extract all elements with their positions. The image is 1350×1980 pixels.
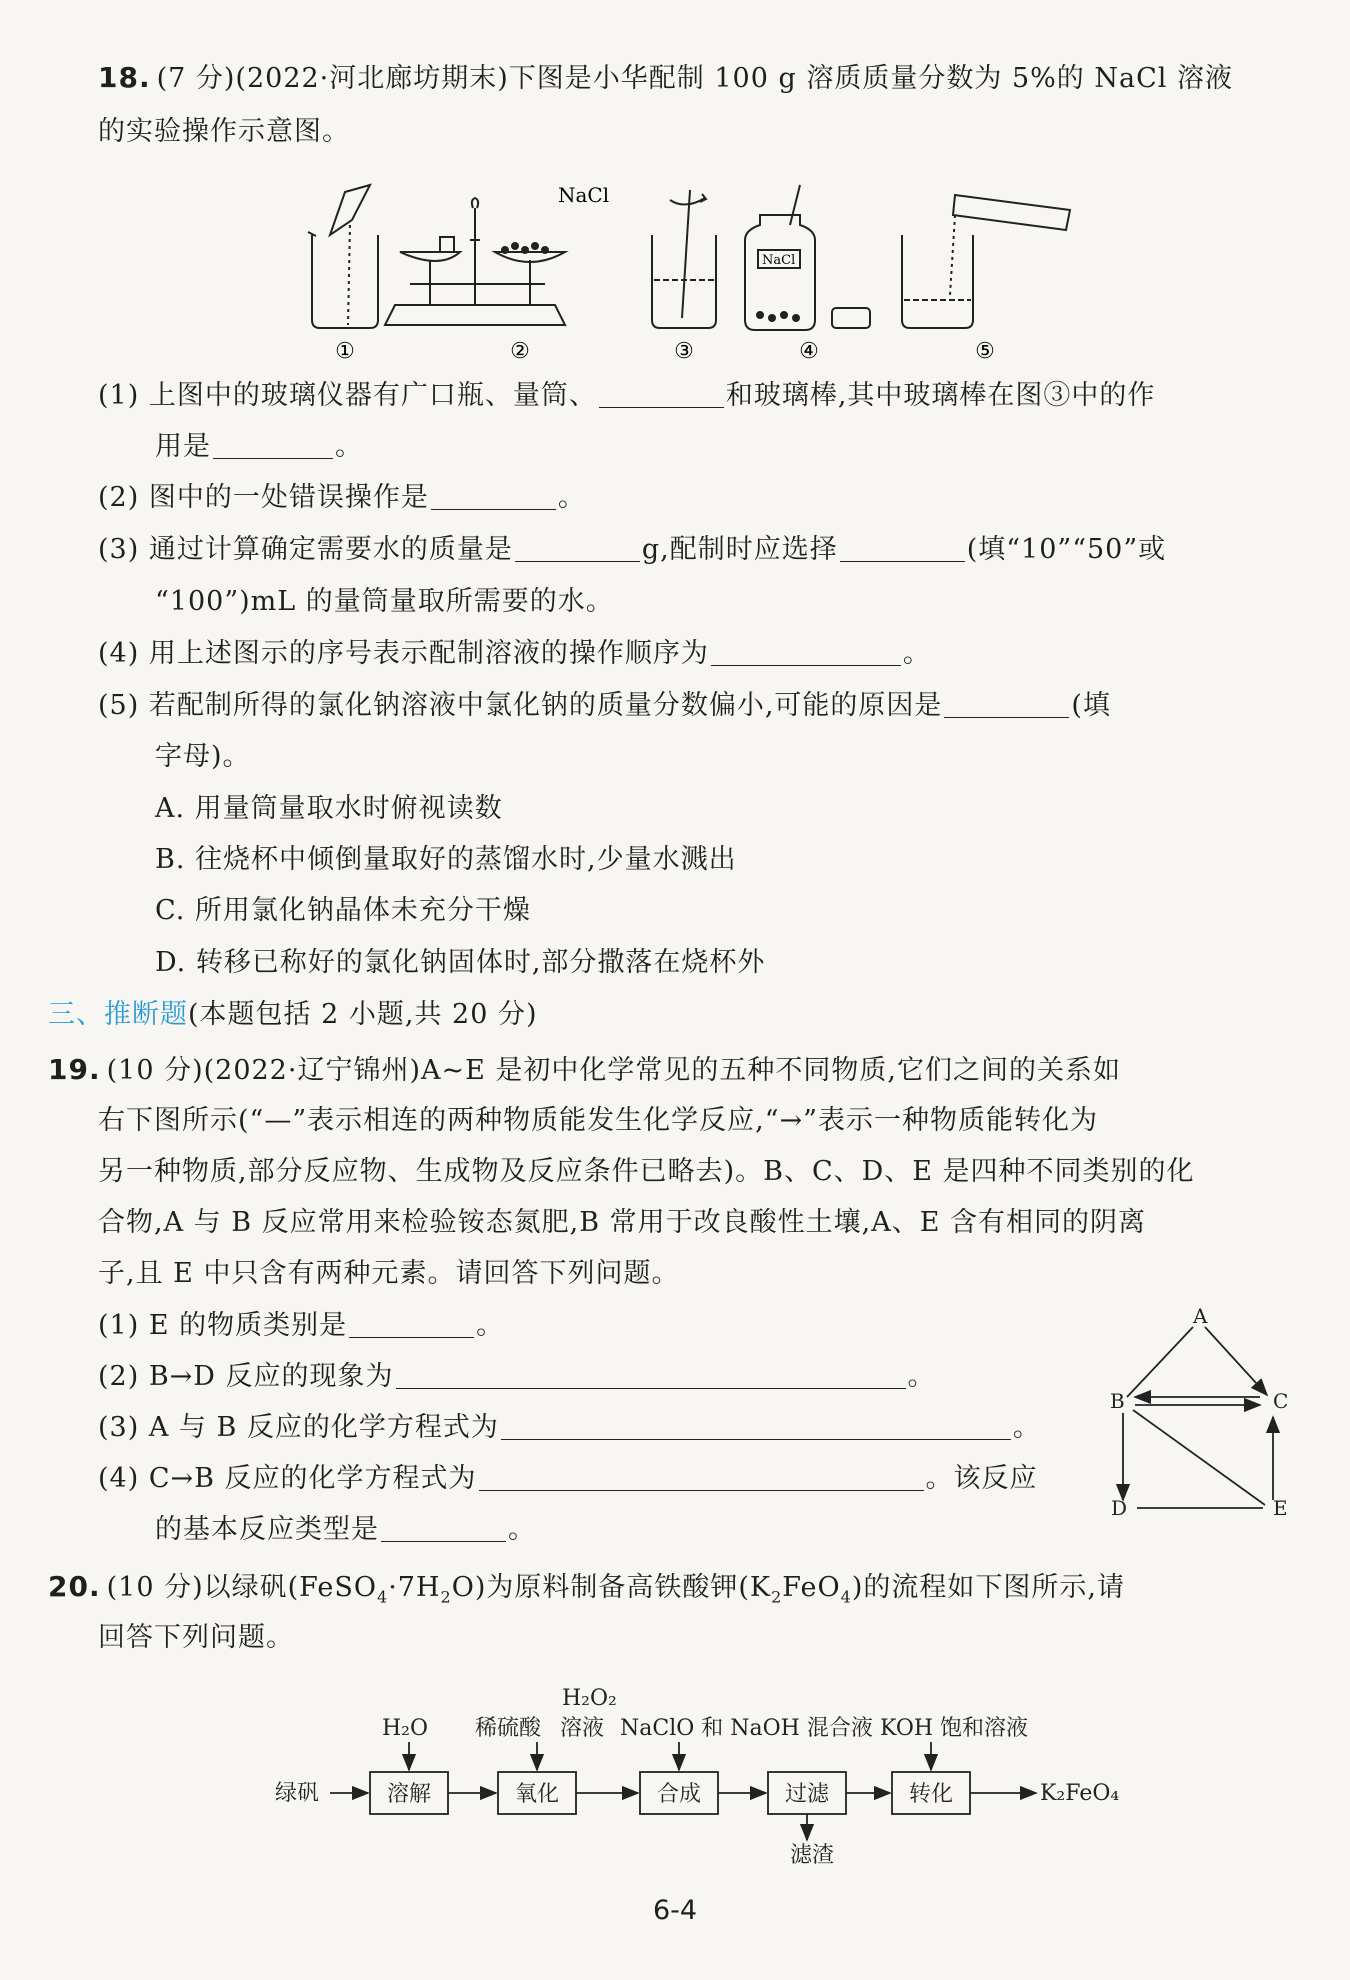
q18-option-a: A. 用量筒量取水时俯视读数 <box>155 793 503 824</box>
section-note: (本题包括 2 小题,共 20 分) <box>188 999 538 1030</box>
question-number: 20. <box>48 1570 101 1603</box>
flow-input: 绿矾 <box>275 1781 320 1806</box>
answer-blank[interactable] <box>944 687 1069 718</box>
node-a: A <box>1193 1305 1208 1328</box>
fig-label-1: ① <box>335 339 355 364</box>
node-b: B <box>1110 1389 1125 1413</box>
glass-rod <box>682 190 690 318</box>
q18-sub1-cont: 用是 。 <box>155 427 363 467</box>
step-filter: 过滤 <box>784 1782 830 1807</box>
step-synthesize: 合成 <box>656 1782 702 1807</box>
q19-sub4-cont: 的基本反应类型是 。 <box>155 1510 536 1550</box>
node-d: D <box>1111 1496 1128 1520</box>
answer-blank[interactable] <box>213 428 333 459</box>
flow-byproduct: 滤渣 <box>790 1843 835 1868</box>
reagent-h2o2: H₂O₂ <box>562 1686 617 1711</box>
jar-lid <box>832 308 870 328</box>
beaker-5 <box>902 235 973 328</box>
q19-sub3: (3) A 与 B 反应的化学方程式为 。 <box>98 1408 1041 1448</box>
q19-line1: 19. (10 分)(2022·辽宁锦州)A~E 是初中化学常见的五种不同物质,它们之间的关系如 <box>48 1053 1121 1086</box>
step-dissolve: 溶解 <box>386 1782 432 1807</box>
q18-option-c: C. 所用氯化钠晶体未充分干燥 <box>155 895 531 926</box>
reagent-koh: KOH 饱和溶液 <box>880 1716 1029 1741</box>
weight <box>440 237 454 252</box>
reagent-water: H₂O <box>382 1716 429 1741</box>
q19-sub1: (1) E 的物质类别是 。 <box>98 1306 504 1346</box>
q18-sub5: (5) 若配制所得的氯化钠溶液中氯化钠的质量分数偏小,可能的原因是 (填 <box>98 686 1111 726</box>
answer-blank[interactable] <box>515 531 640 562</box>
fig-label-5: ⑤ <box>975 339 995 364</box>
reagent-h2o2-solution: 溶液 <box>560 1716 605 1741</box>
q18-sub5-cont: 字母)。 <box>155 741 251 772</box>
q18-header: (7 分)(2022·河北廊坊期末)下图是小华配制 100 g 溶质质量分数为 5%的 NaCl 溶液 <box>156 63 1233 94</box>
node-c: C <box>1273 1389 1289 1413</box>
answer-blank[interactable] <box>711 635 901 666</box>
answer-blank[interactable] <box>349 1307 474 1338</box>
q18-sub1: (1) 上图中的玻璃仪器有广口瓶、量筒、 和玻璃棒,其中玻璃棒在图③中的作 <box>98 376 1155 416</box>
q20-line2: 回答下列问题。 <box>98 1622 294 1653</box>
edge-a-b <box>1127 1327 1193 1397</box>
step-convert: 转化 <box>908 1782 954 1807</box>
answer-blank[interactable] <box>501 1409 1011 1440</box>
q18-sub3-cont: “100”)mL 的量筒量取所需要的水。 <box>155 586 614 617</box>
q18-header-line2: 的实验操作示意图。 <box>98 116 350 147</box>
fig-label-3: ③ <box>674 339 694 364</box>
reagent-naclo: NaClO 和 NaOH 混合液 <box>620 1716 873 1741</box>
answer-blank[interactable] <box>431 479 556 510</box>
q18-apparatus-figure <box>290 180 1100 365</box>
q19-relation-diagram <box>1105 1305 1295 1535</box>
question-number: 18. <box>98 61 151 94</box>
q18-sub3: (3) 通过计算确定需要水的质量是 g,配制时应选择 (填“10”“50”或 <box>98 530 1166 570</box>
answer-blank[interactable] <box>599 377 724 408</box>
answer-blank[interactable] <box>381 1511 506 1542</box>
q20-flow-diagram <box>270 1680 1140 1880</box>
reagent-acid: 稀硫酸 <box>475 1716 542 1741</box>
q18-header-line <box>98 58 1233 99</box>
q19-line4: 合物,A 与 B 反应常用来检验铵态氮肥,B 常用于改良酸性土壤,A、E 含有相同的阴离 <box>98 1207 1147 1238</box>
question-number: 19. <box>48 1053 101 1086</box>
nacl-label: NaCl <box>558 183 610 207</box>
q19-line5: 子,且 E 中只含有两种元素。请回答下列问题。 <box>98 1258 680 1289</box>
measuring-cylinder <box>953 195 1070 230</box>
page-number: 6-4 <box>652 1895 698 1926</box>
balance-base <box>385 305 565 325</box>
edge-b-e <box>1133 1410 1265 1505</box>
step-oxidize: 氧化 <box>514 1782 560 1807</box>
section-title: 三、推断题 <box>48 999 188 1030</box>
flow-output: K₂FeO₄ <box>1040 1781 1120 1806</box>
q19-sub4: (4) C→B 反应的化学方程式为 。该反应 <box>98 1459 1038 1499</box>
jar-4 <box>745 215 815 330</box>
node-e: E <box>1273 1496 1288 1520</box>
spoon <box>790 185 800 225</box>
beaker-1 <box>312 235 378 328</box>
edge-a-c <box>1205 1327 1267 1395</box>
balance-left-pan <box>400 252 460 261</box>
q18-option-b: B. 往烧杯中倾倒量取好的蒸馏水时,少量水溅出 <box>155 844 737 875</box>
q19-line2: 右下图所示(“—”表示相连的两种物质能发生化学反应,“→”表示一种物质能转化为 <box>98 1105 1098 1136</box>
q18-sub2: (2) 图中的一处错误操作是 。 <box>98 478 586 518</box>
q18-sub4: (4) 用上述图示的序号表示配制溶液的操作顺序为 。 <box>98 634 931 674</box>
answer-blank[interactable] <box>479 1460 924 1491</box>
q19-sub2: (2) B→D 反应的现象为 。 <box>98 1357 936 1397</box>
section-heading <box>48 995 538 1035</box>
answer-blank[interactable] <box>396 1358 906 1389</box>
fig-label-2: ② <box>510 339 530 364</box>
q19-line3: 另一种物质,部分反应物、生成物及反应条件已略去)。B、C、D、E 是四种不同类别的化 <box>98 1156 1195 1187</box>
q18-option-d: D. 转移已称好的氯化钠固体时,部分撒落在烧杯外 <box>155 947 766 978</box>
q20-line1: 20. (10 分)以绿矾$(FeSO_4\cdot 7H_2O)$为原料制备高铁酸钾$(K_2FeO_4)$的流程如下图所示,请 <box>48 1570 1125 1607</box>
fig-label-4: ④ <box>799 339 819 364</box>
answer-blank[interactable] <box>840 531 965 562</box>
jar-label-text: NaCl <box>762 253 796 268</box>
